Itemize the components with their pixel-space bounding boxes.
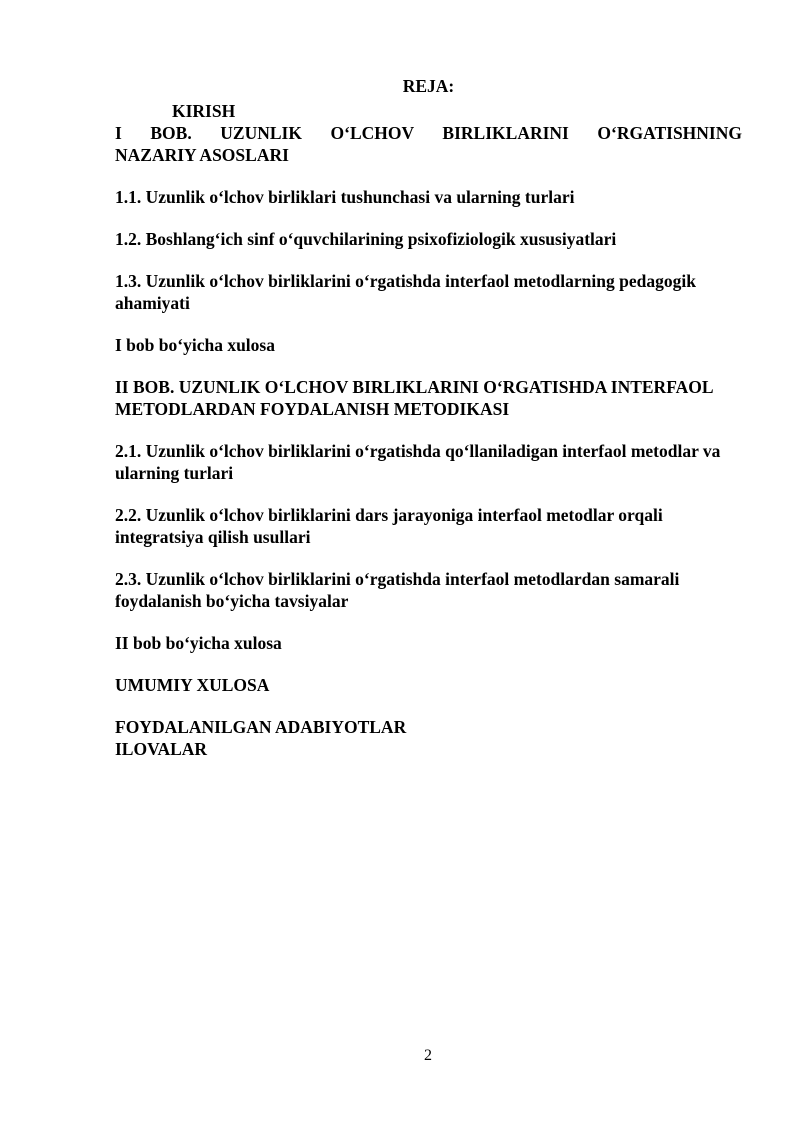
chapter1-heading	[115, 122, 742, 166]
page-title	[115, 75, 742, 97]
chapter1-conclusion: I bob bo‘yicha xulosa	[115, 335, 275, 355]
chapter1-heading-line1: I BOB. UZUNLIK O‘LCHOV BIRLIKLARINI O‘RGATISHNING	[115, 123, 742, 143]
general-conclusion: UMUMIY XULOSA	[115, 675, 270, 695]
chapter1-heading-line2: NAZARIY ASOSLARI	[115, 145, 289, 165]
intro-heading: KIRISH	[172, 101, 236, 121]
chapter2-heading: II BOB. UZUNLIK O‘LCHOV BIRLIKLARINI O‘RGATISHDA INTERFAOL METODLARDAN FOYDALANISH METODIKASI	[115, 377, 713, 419]
appendices-heading: ILOVALAR	[115, 739, 208, 759]
table-of-contents	[115, 75, 742, 760]
toc-item-1-1: 1.1. Uzunlik o‘lchov birliklari tushunchasi va ularning turlari	[115, 187, 575, 207]
plan-title: REJA:	[402, 76, 455, 96]
toc-item-2-1: 2.1. Uzunlik o‘lchov birliklarini o‘rgatishda qo‘llaniladigan interfaol metodlar va ularning turlari	[115, 441, 721, 483]
toc-item-1-3: 1.3. Uzunlik o‘lchov birliklarini o‘rgatishda interfaol metodlarning pedagogik ahamiyati	[115, 271, 696, 313]
toc-item-2-2: 2.2. Uzunlik o‘lchov birliklarini dars jarayoniga interfaol metodlar orqali integratsiya qilish usullari	[115, 505, 663, 547]
toc-item-1-2: 1.2. Boshlang‘ich sinf o‘quvchilarining psixofiziologik xususiyatlari	[115, 229, 617, 249]
chapter2-conclusion: II bob bo‘yicha xulosa	[115, 633, 282, 653]
toc-item-2-3: 2.3. Uzunlik o‘lchov birliklarini o‘rgatishda interfaol metodlardan samarali foydalanish bo‘yicha tavsiyalar	[115, 569, 680, 611]
references-heading: FOYDALANILGAN ADABIYOTLAR	[115, 717, 407, 737]
page-number: 2	[424, 1047, 432, 1064]
